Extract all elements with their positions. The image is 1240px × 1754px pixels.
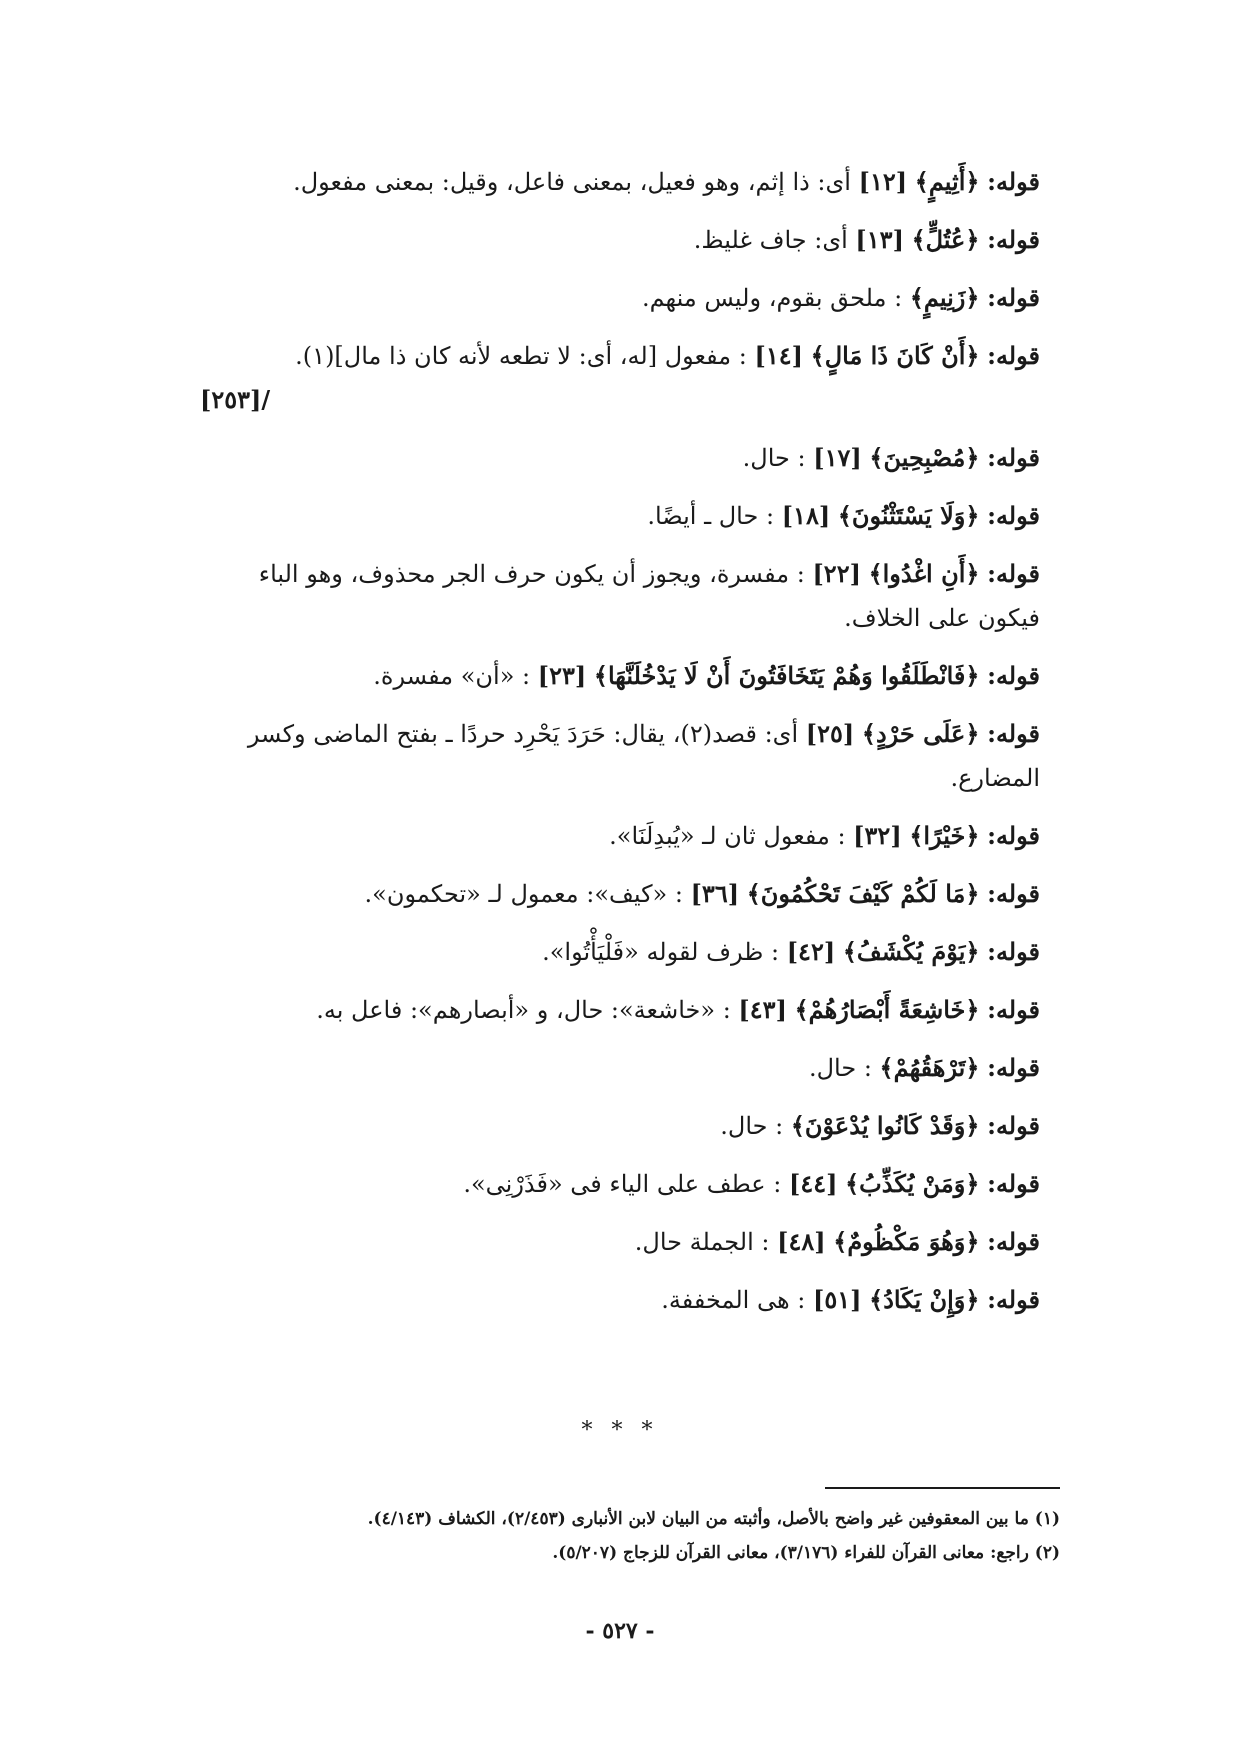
entry-text: : ملحق بقوم، وليس منهم.: [641, 284, 903, 312]
verse-ref: [٢٥]: [805, 719, 855, 748]
entry-text: : «أن» مفسرة.: [373, 662, 531, 690]
quran-quote: ﴿عَلَى حَرْدٍ﴾: [861, 719, 980, 748]
footnotes: [200, 1502, 1060, 1570]
quran-quote: ﴿أَثِيمٍ﴾: [914, 167, 980, 196]
footnote-1: (١) ما بين المعقوفين غير واضح بالأصل، وأثبته من البيان لابن الأنبارى (٢/٤٥٣)، الكشاف (٤/١٤٣).: [367, 1509, 1060, 1529]
entry-makzum: [200, 1220, 1040, 1264]
quran-quote: ﴿يَوْمَ يُكْشَفُ﴾: [842, 937, 980, 966]
entry-label: قوله:: [987, 821, 1040, 850]
entry-label: قوله:: [987, 1053, 1040, 1082]
entry-label: قوله:: [987, 501, 1040, 530]
quran-quote: ﴿وَقَدْ كَانُوا يُدْعَوْنَ﴾: [790, 1111, 980, 1140]
entry-text: : حال ـ أيضًا.: [647, 502, 775, 530]
entry-text: : حال.: [720, 1112, 784, 1140]
entry-label: قوله:: [987, 225, 1040, 254]
entry-text: : ظرف لقوله «فَلْيَأْتُوا».: [542, 938, 780, 966]
entry-yawma: [200, 930, 1040, 974]
entry-label: قوله:: [987, 1111, 1040, 1140]
section-separator: * * *: [581, 1418, 659, 1443]
entry-ma-lakum: [200, 872, 1040, 916]
entry-text: : «خاشعة»: حال، و «أبصارهم»: فاعل به.: [316, 996, 731, 1024]
entry-zanim: [200, 276, 1040, 320]
entry-label: قوله:: [987, 937, 1040, 966]
verse-ref: [١٧]: [813, 443, 862, 472]
entry-utul: [200, 218, 1040, 262]
entry-text: : حال.: [742, 444, 806, 472]
quran-quote: ﴿تَرْهَقُهُمْ﴾: [879, 1053, 980, 1082]
entry-label: قوله:: [987, 1169, 1040, 1198]
entry-in-yakadu: [200, 1278, 1040, 1322]
entry-text: أى: ذا إثم، وهو فعيل، بمعنى فاعل، وقيل: بمعنى مفعول.: [293, 168, 851, 196]
entry-text: : الجملة حال.: [634, 1228, 770, 1256]
entry-wa-man: [200, 1162, 1040, 1206]
verse-ref: [٤٢]: [786, 937, 836, 966]
entry-ala-hard: [200, 712, 1040, 800]
verse-ref: [١٨]: [781, 501, 831, 530]
entry-text: : حال.: [808, 1054, 872, 1082]
verse-ref: [١٢]: [858, 167, 908, 196]
entry-label: قوله:: [987, 167, 1040, 196]
entry-musbihin: [200, 436, 1040, 480]
verse-ref: [٣٢]: [853, 821, 902, 850]
entry-text: أى: قصد(٢)، يقال: حَرَدَ يَحْرِد حردًا ـ بفتح الماضى وكسر المضارع.: [247, 720, 1040, 792]
entry-text: : «كيف»: معمول لـ «تحكمون».: [364, 880, 683, 908]
entry-label: قوله:: [987, 341, 1040, 370]
quran-quote: ﴿خَاشِعَةً أَبْصَارُهُمْ﴾: [794, 995, 980, 1024]
entry-label: قوله:: [987, 719, 1040, 748]
verse-ref: [٤٨]: [777, 1227, 826, 1256]
quran-quote: ﴿زَنِيمٍ﴾: [909, 283, 980, 312]
verse-ref: [٣٦]: [690, 879, 740, 908]
entry-label: قوله:: [987, 879, 1040, 908]
entry-text: : عطف على الياء فى «فَذَرْنِى».: [463, 1170, 782, 1198]
quran-quote: ﴿مُصْبِحِينَ﴾: [869, 443, 980, 472]
entry-label: قوله:: [987, 995, 1040, 1024]
entry-text: : هى المخففة.: [661, 1286, 806, 1314]
footnote-2: (٢) راجع: معانى القرآن للفراء (٣/١٧٦)، معانى القرآن للزجاج (٥/٢٠٧).: [552, 1543, 1060, 1563]
footnote-rule: [825, 1487, 1060, 1489]
verse-ref: [٤٣]: [738, 995, 787, 1024]
quran-quote: ﴿عُتُلٍّ﴾: [911, 225, 980, 254]
entry-an-kana: [200, 334, 1040, 378]
entry-text: أى: جاف غليظ.: [693, 226, 848, 254]
verse-ref: [١٤]: [754, 341, 803, 370]
entry-label: قوله:: [987, 661, 1040, 690]
quran-quote: ﴿أَنِ اغْدُوا﴾: [868, 559, 980, 588]
main-text: [200, 160, 1040, 1336]
quran-quote: ﴿وَلَا يَسْتَثْنُونَ﴾: [837, 501, 980, 530]
quran-quote: ﴿خَيْرًا﴾: [909, 821, 980, 850]
verse-ref: [٢٢]: [812, 559, 861, 588]
entry-khayran: [200, 814, 1040, 858]
quran-quote: ﴿وَهُوَ مَكْظُومٌ﴾: [833, 1227, 980, 1256]
verse-ref: [١٣]: [855, 225, 904, 254]
entry-label: قوله:: [987, 443, 1040, 472]
entry-yastathnun: [200, 494, 1040, 538]
manuscript-page-marker: [200, 378, 1040, 422]
entry-athim: [200, 160, 1040, 204]
entry-label: قوله:: [987, 283, 1040, 312]
entry-text: : مفعول ثان لـ «يُبدِلَنَا».: [609, 822, 846, 850]
verse-ref: [٤٤]: [788, 1169, 838, 1198]
entry-text: : مفسرة، ويجوز أن يكون حرف الجر محذوف، وهو الباء فيكون على الخلاف.: [258, 560, 1040, 632]
entry-tarhaquhum: [200, 1046, 1040, 1090]
entry-fantalaqu: [200, 654, 1040, 698]
entry-khashiatan: [200, 988, 1040, 1032]
entry-ighdu: [200, 552, 1040, 640]
quran-quote: ﴿مَا لَكُمْ كَيْفَ تَحْكُمُونَ﴾: [746, 879, 980, 908]
quran-quote: ﴿وَمَنْ يُكَذِّبُ﴾: [845, 1169, 980, 1198]
manuscript-folio: /[٢٥٣]: [200, 385, 271, 414]
quran-quote: ﴿فَانْطَلَقُوا وَهُمْ يَتَخَافَتُونَ أَنْ لَا يَدْخُلَنَّهَا﴾: [593, 661, 980, 690]
quran-quote: ﴿أَنْ كَانَ ذَا مَالٍ﴾: [810, 341, 980, 370]
quran-quote: ﴿وَإِنْ يَكَادُ﴾: [869, 1285, 980, 1314]
entry-label: قوله:: [987, 1227, 1040, 1256]
entry-label: قوله:: [987, 559, 1040, 588]
entry-label: قوله:: [987, 1285, 1040, 1314]
page-number: - ٥٢٧ -: [585, 1618, 655, 1644]
entry-wa-qad: [200, 1104, 1040, 1148]
entry-text: : مفعول [له، أى: لا تطعه لأنه كان ذا مال](١).: [295, 342, 747, 370]
verse-ref: [٢٣]: [537, 661, 587, 690]
verse-ref: [٥١]: [813, 1285, 862, 1314]
